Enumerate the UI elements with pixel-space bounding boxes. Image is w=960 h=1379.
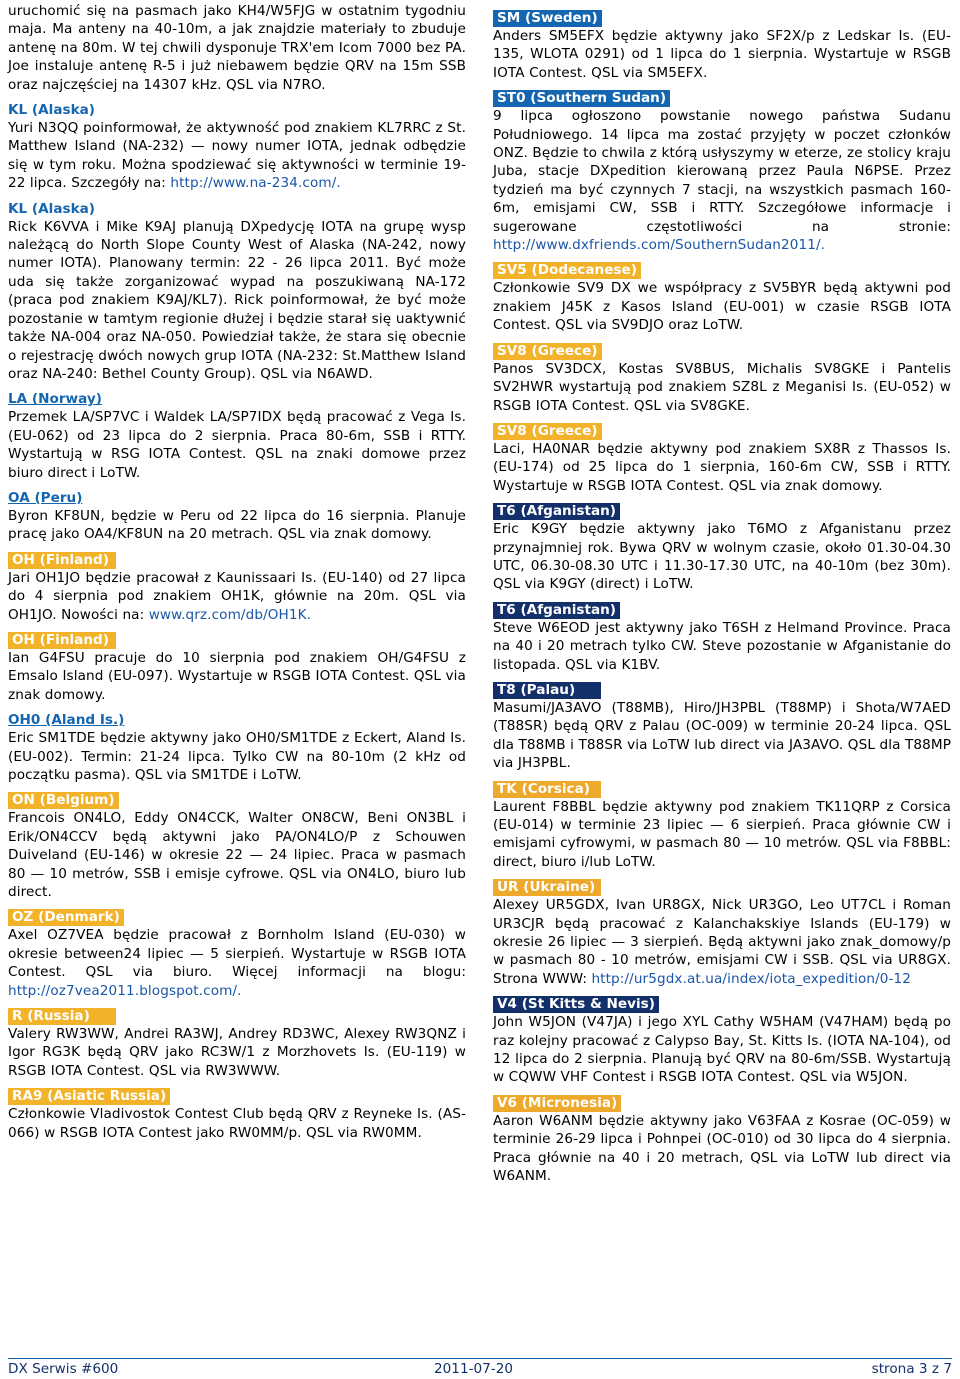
right-entries xyxy=(493,7,951,1186)
entry-text xyxy=(493,619,951,674)
entry-title: KL (Alaska) xyxy=(8,102,96,119)
entry-body: Axel OZ7VEA będzie pracował z Bornholm Island (EU-030) w okresie between24 lipiec — 5 sierpień. Wystartuje w RSGB IOTA Contest. QSL via biuro. Więcej informacji na blogu: xyxy=(8,927,466,981)
entry-text xyxy=(493,798,951,872)
dx-entry xyxy=(493,876,951,988)
entry-link[interactable]: http://oz7vea2011.blogspot.com/. xyxy=(8,982,242,999)
dx-entry xyxy=(493,87,951,254)
entry-title: OH0 (Aland Is.) xyxy=(8,712,125,729)
entry-title: KL (Alaska) xyxy=(8,200,96,217)
entry-link[interactable]: http://www.na-234.com/. xyxy=(170,175,341,192)
entry-body: Aaron W6ANM będzie aktywny jako V63FAA z Kosrae (OC-059) w terminie 26-29 lipca i Pohnpei (OC-010) od 30 lipca do 4 sierpnia. Praca głównie na 40 i 20 metrach, QSL via LoTW lub direct via W6ANM. xyxy=(493,1112,951,1185)
dx-entry xyxy=(8,549,466,624)
entry-title: TK (Corsica) xyxy=(493,781,601,798)
entry-title: OA (Peru) xyxy=(8,489,83,506)
entry-title: T8 (Palau) xyxy=(493,682,601,699)
footer-issue: DX Serwis #600 xyxy=(8,1361,119,1377)
entry-body: Byron KF8UN, będzie w Peru od 22 lipca do 16 sierpnia. Planuje pracę jako OA4/KF8UN na 20 metrach. QSL via znak domowy. xyxy=(8,507,466,543)
entry-title: SV5 (Dodecanese) xyxy=(493,262,641,279)
footer-date: 2011-07-20 xyxy=(434,1361,514,1377)
entry-title: UR (Ukraine) xyxy=(493,879,601,896)
entry-title: OZ (Denmark) xyxy=(8,909,124,926)
dx-entry xyxy=(8,198,466,384)
dx-entry xyxy=(493,420,951,495)
dx-entry xyxy=(8,99,466,193)
entry-title: T6 (Afganistan) xyxy=(493,503,620,520)
entry-title: ON (Belgium) xyxy=(8,792,119,809)
entry-body: Anders SM5EFX będzie aktywny jako SF2X/p z Ledskar Is. (EU-135, WLOTA 0291) od 1 lipca do 1 sierpnia. Wystartuje w RSGB IOTA Contest. QSL via SM5EFX. xyxy=(493,28,951,81)
entry-text xyxy=(8,1025,466,1080)
dx-entry xyxy=(8,906,466,1000)
entry-body: Masumi/JA3AVO (T88MB), Hiro/JH3PBL (T88MP) i Shota/W7AED (T88SR) będą QRV z Palau (OC-009) w terminie 20-24 lipca. QSL dla T88MB i T88SR via LoTW lub direct via JA3AVO. QSL dla T88MP via JH3PBL. xyxy=(493,699,951,772)
entry-title: SV8 (Greece) xyxy=(493,343,602,360)
entry-body: Członkowie Vladivostok Contest Club będą QRV z Reyneke Is. (AS-066) w RSGB IOTA Contest jako RW0MM/p. QSL via RW0MM. xyxy=(8,1106,466,1141)
entry-text xyxy=(8,649,466,704)
entry-body: John W5JON (V47JA) i jego XYL Cathy W5HAM (V47HAM) będą po raz kolejny pracować z Calypso Bay, St. Kitts Is. (IOTA NA-104), od 12 lipca do 2 sierpnia. Planują być QRV na 80-6m/SSB. Wystartują w CQWW VHF Contest i RSGB IOTA Contest. QSL via W5JON. xyxy=(493,1014,951,1086)
dx-entry xyxy=(493,599,951,674)
entry-body: Laurent F8BBL będzie aktywny pod znakiem TK11QRP z Corsica (EU-014) w terminie 23 lipiec — 6 sierpień. Praca głównie CW i emisjami cyfrowymi, w pasmach 80 — 10 metrów. QSL via F8BBL: direct, biuro i/lub LoTW. xyxy=(493,798,951,870)
entry-title: T6 (Afganistan) xyxy=(493,602,620,619)
page-footer xyxy=(8,1358,952,1379)
entry-body: Francois ON4LO, Eddy ON4CCK, Walter ON8CW, Beni ON3BL i Erik/ON4CCV będą aktywni jako PA/ON4LO/P z Schouwen Duiveland (EU-146) w okresie 22 — 24 lipiec. Praca w pasmach 80 — 10 metrów, SSB i emisje cyfrowe. QSL via ON4LO, biuro lub direct. xyxy=(8,810,466,901)
entry-body: Yuri N3QQ poinformował, że aktywność pod znakiem KL7RRC z St. Matthew Island (NA-232) — nowy numer IOTA, jednak odbędzie się w tym roku. Można spodziewać się aktywności w terminie 19-22 lipca. Szczegóły na: xyxy=(8,120,466,192)
entry-text xyxy=(8,408,466,482)
entry-text xyxy=(8,218,466,384)
dx-entry xyxy=(8,709,466,784)
entry-link[interactable]: http://ur5gdx.at.ua/index/iota_expedition/0-12 xyxy=(591,970,912,987)
dx-entry xyxy=(493,679,951,773)
dx-entry xyxy=(493,259,951,334)
dx-entry xyxy=(8,629,466,704)
entry-text xyxy=(8,1105,466,1142)
entry-title: V6 (Micronesia) xyxy=(493,1095,621,1112)
left-entries xyxy=(8,99,466,1142)
entry-body: Eric K9GY będzie aktywny jako T6MO z Afganistanu przez przynajmniej rok. Bywa QRV w wolnym czasie, około 01.30-04.30 UTC, 06.30-08.30 UTC i 11.30-17.30 UTC, na 40-10m (bez 30m). QSL via K9GY (direct) i LoTW. xyxy=(493,521,951,593)
footer-page-number: strona 3 z 7 xyxy=(871,1361,952,1377)
entry-title: ST0 (Southern Sudan) xyxy=(493,90,670,107)
entry-text xyxy=(8,119,466,193)
entry-text xyxy=(8,809,466,901)
entry-body: Ian G4FSU pracuje do 10 sierpnia pod znakiem OH/G4FSU z Emsalo Island (EU-097). Wystartuje w RSGB IOTA Contest. QSL via znak domowy. xyxy=(8,649,466,703)
entry-text xyxy=(493,520,951,594)
dx-entry xyxy=(493,1092,951,1186)
entry-text xyxy=(8,926,466,1000)
entry-title: OH (Finland) xyxy=(8,632,116,649)
dx-entry xyxy=(8,487,466,544)
entry-text xyxy=(493,27,951,82)
entry-body: Członkowie SV9 DX we współpracy z SV5BYR będą aktywni pod znakiem J45K z Kasos Island (EU-001) w czasie RSGB IOTA Contest. QSL via SV9DJO oraz LoTW. xyxy=(493,280,951,334)
dx-entry xyxy=(493,778,951,872)
entry-title: V4 (St Kitts & Nevis) xyxy=(493,996,659,1013)
entry-text xyxy=(493,107,951,254)
entry-text xyxy=(493,1013,951,1087)
entry-text xyxy=(493,1112,951,1186)
right-column xyxy=(493,2,951,1186)
entry-link[interactable]: www.qrz.com/db/OH1K. xyxy=(148,606,312,623)
entry-title: LA (Norway) xyxy=(8,391,102,408)
entry-body: Valery RW3WW, Andrei RA3WJ, Andrey RD3WC, Alexey RW3QNZ i Igor RG3K będą QRV jako RC3W/1 z Morzhovets Is. (EU-119) w RSGB IOTA Contest. QSL via RW3WWW. xyxy=(8,1026,466,1079)
dx-entry xyxy=(493,7,951,82)
entry-title: SV8 (Greece) xyxy=(493,423,602,440)
entry-body: Steve W6EOD jest aktywny jako T6SH z Helmand Province. Praca na 40 i 20 metrach tylko CW. Steve pozostanie w Afganistanie do listopada. QSL via K1BV. xyxy=(493,619,951,673)
left-column xyxy=(8,2,466,1142)
entry-text xyxy=(493,360,951,415)
dx-entry xyxy=(8,1005,466,1080)
entry-title: OH (Finland) xyxy=(8,552,116,569)
dx-entry xyxy=(493,500,951,594)
entry-title: SM (Sweden) xyxy=(493,10,602,27)
intro-paragraph: uruchomić się na pasmach jako KH4/W5FJG w ostatnim tygodniu maja. Ma anteny na 40-10m, a jak znajdzie materiały to zbuduje antenę na 80m. W tej chwili dysponuje TRX'em Icom 7000 bez PA. Joe instaluje antenę R-5 i już niebawem będzie QRV na 15m SSB oraz najczęściej na 14307 kHz. QSL via N7RO. xyxy=(8,3,466,93)
dx-entry xyxy=(493,993,951,1087)
entry-text xyxy=(8,507,466,544)
entry-text xyxy=(8,729,466,784)
entry-text xyxy=(493,896,951,988)
dx-entry xyxy=(8,388,466,482)
entry-text xyxy=(493,699,951,773)
entry-body: Panos SV3DCX, Kostas SV8BUS, Michalis SV8GKE i Pantelis SV2HWR wystartują pod znakiem SZ8L z Meganisi Is. (EU-052) w RSGB IOTA Contest. QSL via SV8GKE. xyxy=(493,360,951,414)
dx-entry xyxy=(493,340,951,415)
dx-entry xyxy=(8,1085,466,1142)
entry-body: Rick K6VVA i Mike K9AJ planują DXpedycję IOTA na grupę wysp należącą do North Slope County West of Alaska (NA-242, nowy numer IOTA). Planowany termin: 22 - 26 lipca 2011. Być może uda się także zorganizować wypad na poszukiwaną NA-172 (praca pod znakiem K9AJ/KL7). Rick poinformował, że być może pozostanie w tamtym regionie dłużej i będzie starał się uaktywnić także NA-004 oraz NA-050. Powiedział także, że stara się obecnie o rejestrację dwóch nowych grup IOTA (NA-232: St.Matthew Island oraz NA-240: Bethel County Group). QSL via N6AWD. xyxy=(8,218,466,382)
dx-entry xyxy=(8,789,466,901)
entry-body: Eric SM1TDE będzie aktywny jako OH0/SM1TDE z Eckert, Aland Is. (EU-002). Termin: 21-24 lipca. Tylko CW na 80-10m (2 kHz od początku pasma). QSL via SM1TDE i LoTW. xyxy=(8,730,466,783)
entry-text xyxy=(493,279,951,334)
entry-body: Alexey UR5GDX, Ivan UR8GX, Nick UR3GO, Leo UT7CL i Roman UR3CJR będą pracować z Kalanchakskiye Islands (EU-179) w okresie 26 lipiec — 3 sierpień. Będą aktywni jako znak_domowy/p w pasmach 80 - 10 metrów, emisjami CW i SSB. QSL via UR8GX. Strona WWW: xyxy=(493,897,951,987)
entry-link[interactable]: http://www.dxfriends.com/SouthernSudan2011/. xyxy=(493,237,826,254)
entry-body: Jari OH1JO będzie pracował z Kaunissaari Is. (EU-140) od 27 lipca do 4 sierpnia pod znakiem OH1K, głównie na 20m. QSL via OH1JO. Nowości na: xyxy=(8,569,466,623)
entry-text xyxy=(493,440,951,495)
entry-body: Przemek LA/SP7VC i Waldek LA/SP7IDX będą pracować z Vega Is. (EU-062) od 23 lipca do 2 sierpnia. Praca 80-6m, SSB i RTTY. Wystartują w RSG IOTA Contest. QSL na znaki domowe przez biuro direct i LoTW. xyxy=(8,409,466,481)
entry-body: Laci, HA0NAR będzie aktywny pod znakiem SX8R z Thassos Is. (EU-174) od 25 lipca do 1 sierpnia, 160-6m CW, SSB i RTTY. Wystartuje w RSGB IOTA Contest. QSL via znak domowy. xyxy=(493,440,951,494)
entry-title: R (Russia) xyxy=(8,1008,116,1025)
entry-title: RA9 (Asiatic Russia) xyxy=(8,1088,170,1105)
entry-text xyxy=(8,569,466,624)
entry-body: 9 lipca ogłoszono powstanie nowego państwa Sudanu Południowego. 14 lipca ma zostać przyjęty w poczet członków ONZ. Będzie to chwila z którą usłyszymy w eterze, ze stolicy kraju Juba, stacje DXpedition kierowaną przez Paula N6PSE. Przez tydzień ma być czynnych 7 stacji, na wszystkich pasmach 160-6m, emisjami CW, SSB i RTTY. Szczegółowe informacje i sugerowane częstotliwości na stronie: xyxy=(493,108,951,235)
